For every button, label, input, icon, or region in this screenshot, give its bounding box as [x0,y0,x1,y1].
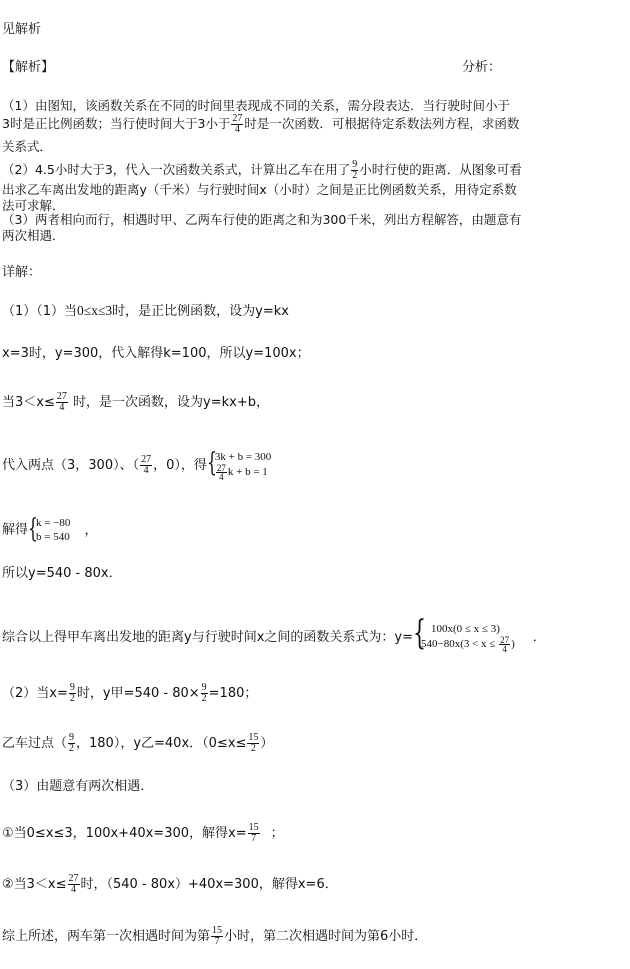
step-1-line-2: x=3时，y=300，代入解得k=100，所以y=100x； [2,346,310,361]
answer-heading: 见解析 [2,22,42,37]
analysis-1-line-3: 关系式． [2,139,53,154]
fraction-9-2: $\frac{9}{2}$ [69,682,75,704]
analysis-1-line-2: 3时是正比例函数；当行使时间大于3小于 $\frac{27}{4}$ 时是一次函数．可根据待定系数法列方程，求函数 [2,113,520,135]
fraction-15-2: $\frac{15}{2}$ [248,732,259,754]
step-1-line-7: 综合以上得甲车离出发地的距离y与行驶时间x之间的函数关系式为：y= { 100x(0 ≤ x ≤ 3) 540−80x(3 < x ≤ $\frac{27}{4}$ ) ． [2,613,546,654]
step-3-line-3: ②当3＜x≤ $\frac{27}{4}$ 时，（540 - 80x）+40x=300，解得x=6． [2,873,338,895]
analysis-2-line-3: 法可求解． [2,198,65,213]
step-2-line-1: （2）当x= $\frac{9}{2}$ 时，y甲=540 - 80× $\frac{9}{2}$ =180； [2,682,258,704]
piecewise-function: { 100x(0 ≤ x ≤ 3) 540−80x(3 < x ≤ $\frac{27}{4}$ ) [412,613,515,654]
step-1-line-3: 当3＜x≤ $\frac{27}{4}$ 时，是一次函数，设为y=kx+b， [2,391,269,413]
analysis-tag: 【解析】 [2,60,55,75]
fraction-27-4: $\frac{27}{4}$ [232,113,243,135]
analysis-3-line-1: （3）两者相向而行，相遇时甲、乙两车行使的距离之和为300千米，列出方程解答，由题意有 [2,212,522,227]
step-3-line-2: ①当0≤x≤3，100x+40x=300，解得x= $\frac{15}{7}$ ； [2,822,284,844]
fraction-9-2: $\frac{9}{2}$ [201,682,207,704]
step-1-line-1: （1）（1）当0≤x≤3时，是正比例函数，设为y=kx [2,303,289,319]
step-1-line-4: 代入两点（3，300）、（ $\frac{27}{4}$ ，0），得 { 3k + b = 300 $\frac{27}{4}$ k + b = 1 [2,448,272,482]
step-3-line-1: （3）由题意有两次相遇． [2,779,154,794]
fraction-9-2: $\frac{9}{2}$ [69,732,75,754]
fraction-27-4: $\frac{27}{4}$ [141,454,152,476]
step-2-line-2: 乙车过点（ $\frac{9}{2}$ ，180），y乙=40x．（0≤x≤ $\frac{15}{2}$ ） [2,732,274,754]
analysis-label: 分析： [462,60,502,75]
fraction-27-4: $\frac{27}{4}$ [56,391,67,413]
fraction-27-4: $\frac{27}{4}$ [68,873,79,895]
equation-system: { 3k + b = 300 $\frac{27}{4}$ k + b = 1 [206,448,272,482]
solution-system: { k = −80 b = 540 [28,514,71,544]
fraction-15-7: $\frac{15}{7}$ [248,822,259,844]
analysis-3-line-2: 两次相遇． [2,228,65,243]
fraction-15-7: $\frac{15}{7}$ [212,925,223,947]
step-3-conclusion: 综上所述，两车第一次相遇时间为第 $\frac{15}{7}$ 小时，第二次相遇时间为第6小时． [2,925,428,947]
analysis-1-line-1: （1）由图知，该函数关系在不同的时间里表现成不同的关系，需分段表达．当行驶时间小于 [2,98,510,113]
analysis-2-line-2: 出求乙车离出发地的距离y（千米）与行驶时间x（小时）之间是正比例函数关系，用待定系数 [2,182,517,197]
step-1-line-5: 解得 { k = −80 b = 540 ， [2,514,98,544]
fraction-9-2: $\frac{9}{2}$ [352,159,358,181]
analysis-2-line-1: （2）4.5小时大于3，代入一次函数关系式，计算出乙车在用了 $\frac{9}{2}$ 小时行使的距离．从图象可看 [2,159,522,181]
step-1-line-6: 所以y=540 - 80x． [2,566,122,581]
detail-label: 详解： [2,265,42,280]
